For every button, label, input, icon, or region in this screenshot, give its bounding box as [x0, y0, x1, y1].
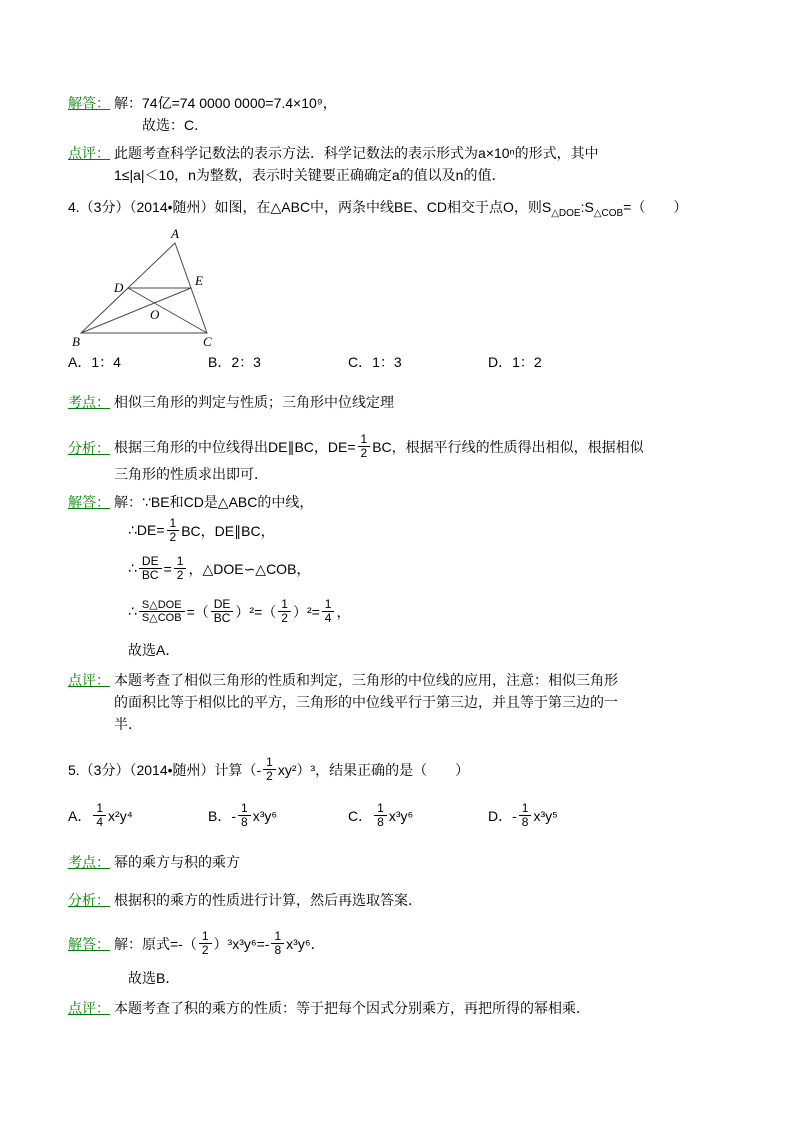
q3-comment-line2: 1≤|a|＜10，n为整数，表示时关键要正确确定a的值以及n的值．	[114, 167, 506, 183]
q3-comment-line1: 此题考查科学记数法的表示方法．科学记数法的表示形式为a×10ⁿ的形式，其中	[114, 145, 599, 161]
fraction-denominator: 2	[201, 943, 209, 958]
answer-label: 解答：	[68, 95, 110, 111]
fraction-denominator: 8	[377, 815, 384, 830]
q5-question-header	[68, 753, 768, 787]
q5-header-text-post: xy²）³，结果正确的是（ ）	[277, 761, 470, 778]
option-term: x³y⁶	[252, 807, 278, 824]
fraction-numerator: 1	[199, 930, 212, 945]
q3-answer-line2: 故选：C．	[142, 117, 209, 133]
area-ratio-fraction	[139, 599, 185, 625]
comment-label: 点评：	[68, 671, 110, 688]
q3-answer-block	[68, 92, 768, 136]
fraction-denominator: 2	[281, 611, 288, 626]
q4-comment-line1: 本题考查了相似三角形的性质和判定，三角形的中位线的应用，注意：相似三角形	[114, 671, 618, 688]
q5-option-c	[348, 802, 488, 831]
q5-concept-block	[68, 851, 768, 873]
fraction-numerator: S△DOE	[139, 599, 185, 613]
fraction-denominator: 8	[241, 815, 248, 830]
analysis-label: 分析：	[68, 439, 110, 456]
option-term: x³y⁵	[533, 807, 558, 824]
q5-analysis-block	[68, 889, 768, 911]
q4-header-text-mid: :S	[580, 199, 594, 215]
q4-answer-line4	[114, 589, 768, 635]
q5-option-a	[68, 802, 208, 831]
text-segment: =（	[186, 603, 209, 620]
fraction-denominator: 8	[521, 815, 529, 830]
q4-comment-line3: 半．	[114, 715, 142, 732]
text-segment: BC，DE∥BC，	[181, 522, 275, 539]
q4-header-text-post: =（ ）	[623, 199, 688, 215]
q5-concept-text: 幂的乘方与积的乘方	[114, 853, 240, 870]
q5-answer-block	[68, 925, 768, 989]
text-segment: ）²=（	[235, 603, 277, 620]
comment-label: 点评：	[68, 999, 110, 1016]
fraction-numerator: 1	[93, 802, 106, 817]
fraction-denominator: 2	[266, 769, 273, 784]
fraction-denominator: 4	[324, 611, 332, 626]
q5-option-b	[208, 802, 348, 831]
text-segment: ）²=	[292, 603, 320, 620]
q4-answer-line2	[114, 513, 768, 549]
vertex-label-d: D	[114, 279, 124, 295]
fraction	[374, 802, 387, 831]
text-segment: ）³x³y⁶=-	[213, 935, 270, 952]
q4-analysis-line2: 三角形的性质求出即可．	[114, 465, 268, 482]
fraction-numerator: 1	[174, 555, 187, 570]
q4-comment-line2: 的面积比等于相似比的平方，三角形的中位线平行于第三边，并且等于第三边的一	[114, 693, 618, 710]
text-segment: ，	[336, 603, 351, 620]
text-segment: =	[163, 560, 172, 577]
text-segment: 解：原式=-（	[114, 935, 197, 952]
document-page	[68, 92, 768, 1019]
fraction-denominator: S△COB	[141, 612, 182, 625]
fraction	[263, 756, 276, 785]
median-be	[81, 288, 191, 333]
q4-option-a: A．1：4	[68, 353, 121, 370]
q5-analysis-text: 根据积的乘方的性质进行计算，然后再选取答案．	[114, 891, 422, 908]
vertex-label-e: E	[195, 272, 203, 288]
vertex-label-o: O	[150, 306, 160, 322]
q5-answer-line1	[114, 925, 768, 963]
option-term: x³y⁶	[388, 807, 414, 824]
q4-answer-block	[68, 491, 768, 661]
q5-answer-conclusion: 故选B．	[128, 969, 180, 986]
q4-comment-block	[68, 669, 768, 735]
concept-label: 考点：	[68, 853, 110, 870]
fraction-numerator: 1	[358, 433, 371, 448]
q5-options-row	[68, 797, 768, 835]
vertex-label-a: A	[171, 226, 179, 241]
analysis-label: 分析：	[68, 891, 110, 908]
q5-option-d	[488, 802, 628, 831]
fraction-numerator: 1	[167, 517, 180, 532]
q4-option-d: D．1：2	[488, 353, 542, 370]
option-label: D．-	[488, 807, 517, 824]
fraction	[278, 598, 291, 627]
comment-label: 点评：	[68, 145, 110, 161]
fraction-numerator: DE	[211, 598, 234, 613]
q5-header-text: 5.（3分）（2014•随州）计算（-	[68, 761, 262, 778]
fraction	[93, 802, 106, 831]
option-label: C．	[348, 807, 373, 824]
fraction	[238, 802, 251, 831]
fraction-numerator: 1	[278, 598, 291, 613]
option-label: A．	[68, 807, 92, 824]
q4-concept-text: 相似三角形的判定与性质；三角形中位线定理	[114, 393, 394, 410]
fraction-denominator: 2	[360, 446, 368, 461]
q4-answer-line3	[114, 549, 768, 589]
median-cd	[128, 288, 207, 333]
fraction-denominator: BC	[213, 611, 231, 626]
fraction	[519, 802, 532, 831]
fraction-numerator: 1	[374, 802, 387, 817]
fraction	[199, 930, 212, 959]
q4-header-text: 4.（3分）（2014•随州）如图，在△ABC中，两条中线BE、CD相交于点O，则S	[68, 199, 552, 215]
fraction-numerator: DE	[139, 555, 162, 570]
text-segment: BC，根据平行线的性质得出相似，根据相似	[372, 438, 644, 455]
q4-option-c: C．1：3	[348, 353, 402, 370]
answer-label: 解答：	[68, 935, 110, 952]
triangle-figure	[70, 227, 220, 349]
fraction-denominator: 2	[176, 568, 184, 583]
q4-header-subscript-doe: △DOE	[551, 207, 581, 219]
text-segment: x³y⁶．	[286, 935, 325, 952]
option-term: x²y⁴	[108, 807, 133, 824]
q4-analysis-line1	[114, 431, 768, 463]
q4-header-subscript-cob: △COB	[593, 207, 624, 219]
fraction-numerator: 1	[322, 598, 335, 613]
fraction-numerator: 1	[263, 756, 276, 771]
fraction	[271, 930, 284, 959]
text-segment: ，△DOE∽△COB，	[188, 560, 311, 577]
fraction-denominator: 2	[169, 530, 177, 545]
fraction-numerator: 1	[238, 802, 251, 817]
q4-answer-conclusion: 故选A．	[128, 641, 180, 658]
option-label: B．-	[208, 807, 236, 824]
q4-answer-line1: 解：∵BE和CD是△ABC的中线，	[114, 493, 314, 510]
fraction	[139, 555, 162, 584]
q4-analysis-block	[68, 431, 768, 485]
text-segment: ∴	[128, 603, 137, 620]
q4-question-header	[68, 196, 768, 225]
q4-concept-block	[68, 391, 768, 413]
q4-option-b: B．2：3	[208, 353, 261, 370]
fraction	[358, 433, 371, 462]
fraction-denominator: 4	[96, 815, 104, 830]
fraction	[211, 598, 234, 627]
concept-label: 考点：	[68, 393, 110, 410]
q4-options-row	[68, 351, 768, 373]
fraction-denominator: 8	[274, 943, 282, 958]
vertex-label-b: B	[72, 333, 80, 349]
fraction-numerator: 1	[271, 930, 284, 945]
text-segment: ∴	[128, 560, 137, 577]
answer-label: 解答：	[68, 493, 110, 510]
text-segment: 根据三角形的中位线得出DE∥BC，DE=	[114, 438, 356, 455]
q5-comment-text: 本题考查了积的乘方的性质：等于把每个因式分别乘方，再把所得的幂相乘．	[114, 999, 590, 1016]
vertex-label-c: C	[203, 333, 212, 349]
q3-answer-line1: 解：74亿=74 0000 0000=7.4×10⁹，	[114, 95, 337, 111]
q5-comment-block	[68, 997, 768, 1019]
fraction	[167, 517, 180, 546]
fraction	[322, 598, 335, 627]
fraction-numerator: 1	[519, 802, 532, 817]
fraction-denominator: BC	[141, 568, 159, 583]
fraction	[174, 555, 187, 584]
q3-comment-block	[68, 142, 768, 186]
text-segment: ∴DE=	[128, 522, 165, 539]
